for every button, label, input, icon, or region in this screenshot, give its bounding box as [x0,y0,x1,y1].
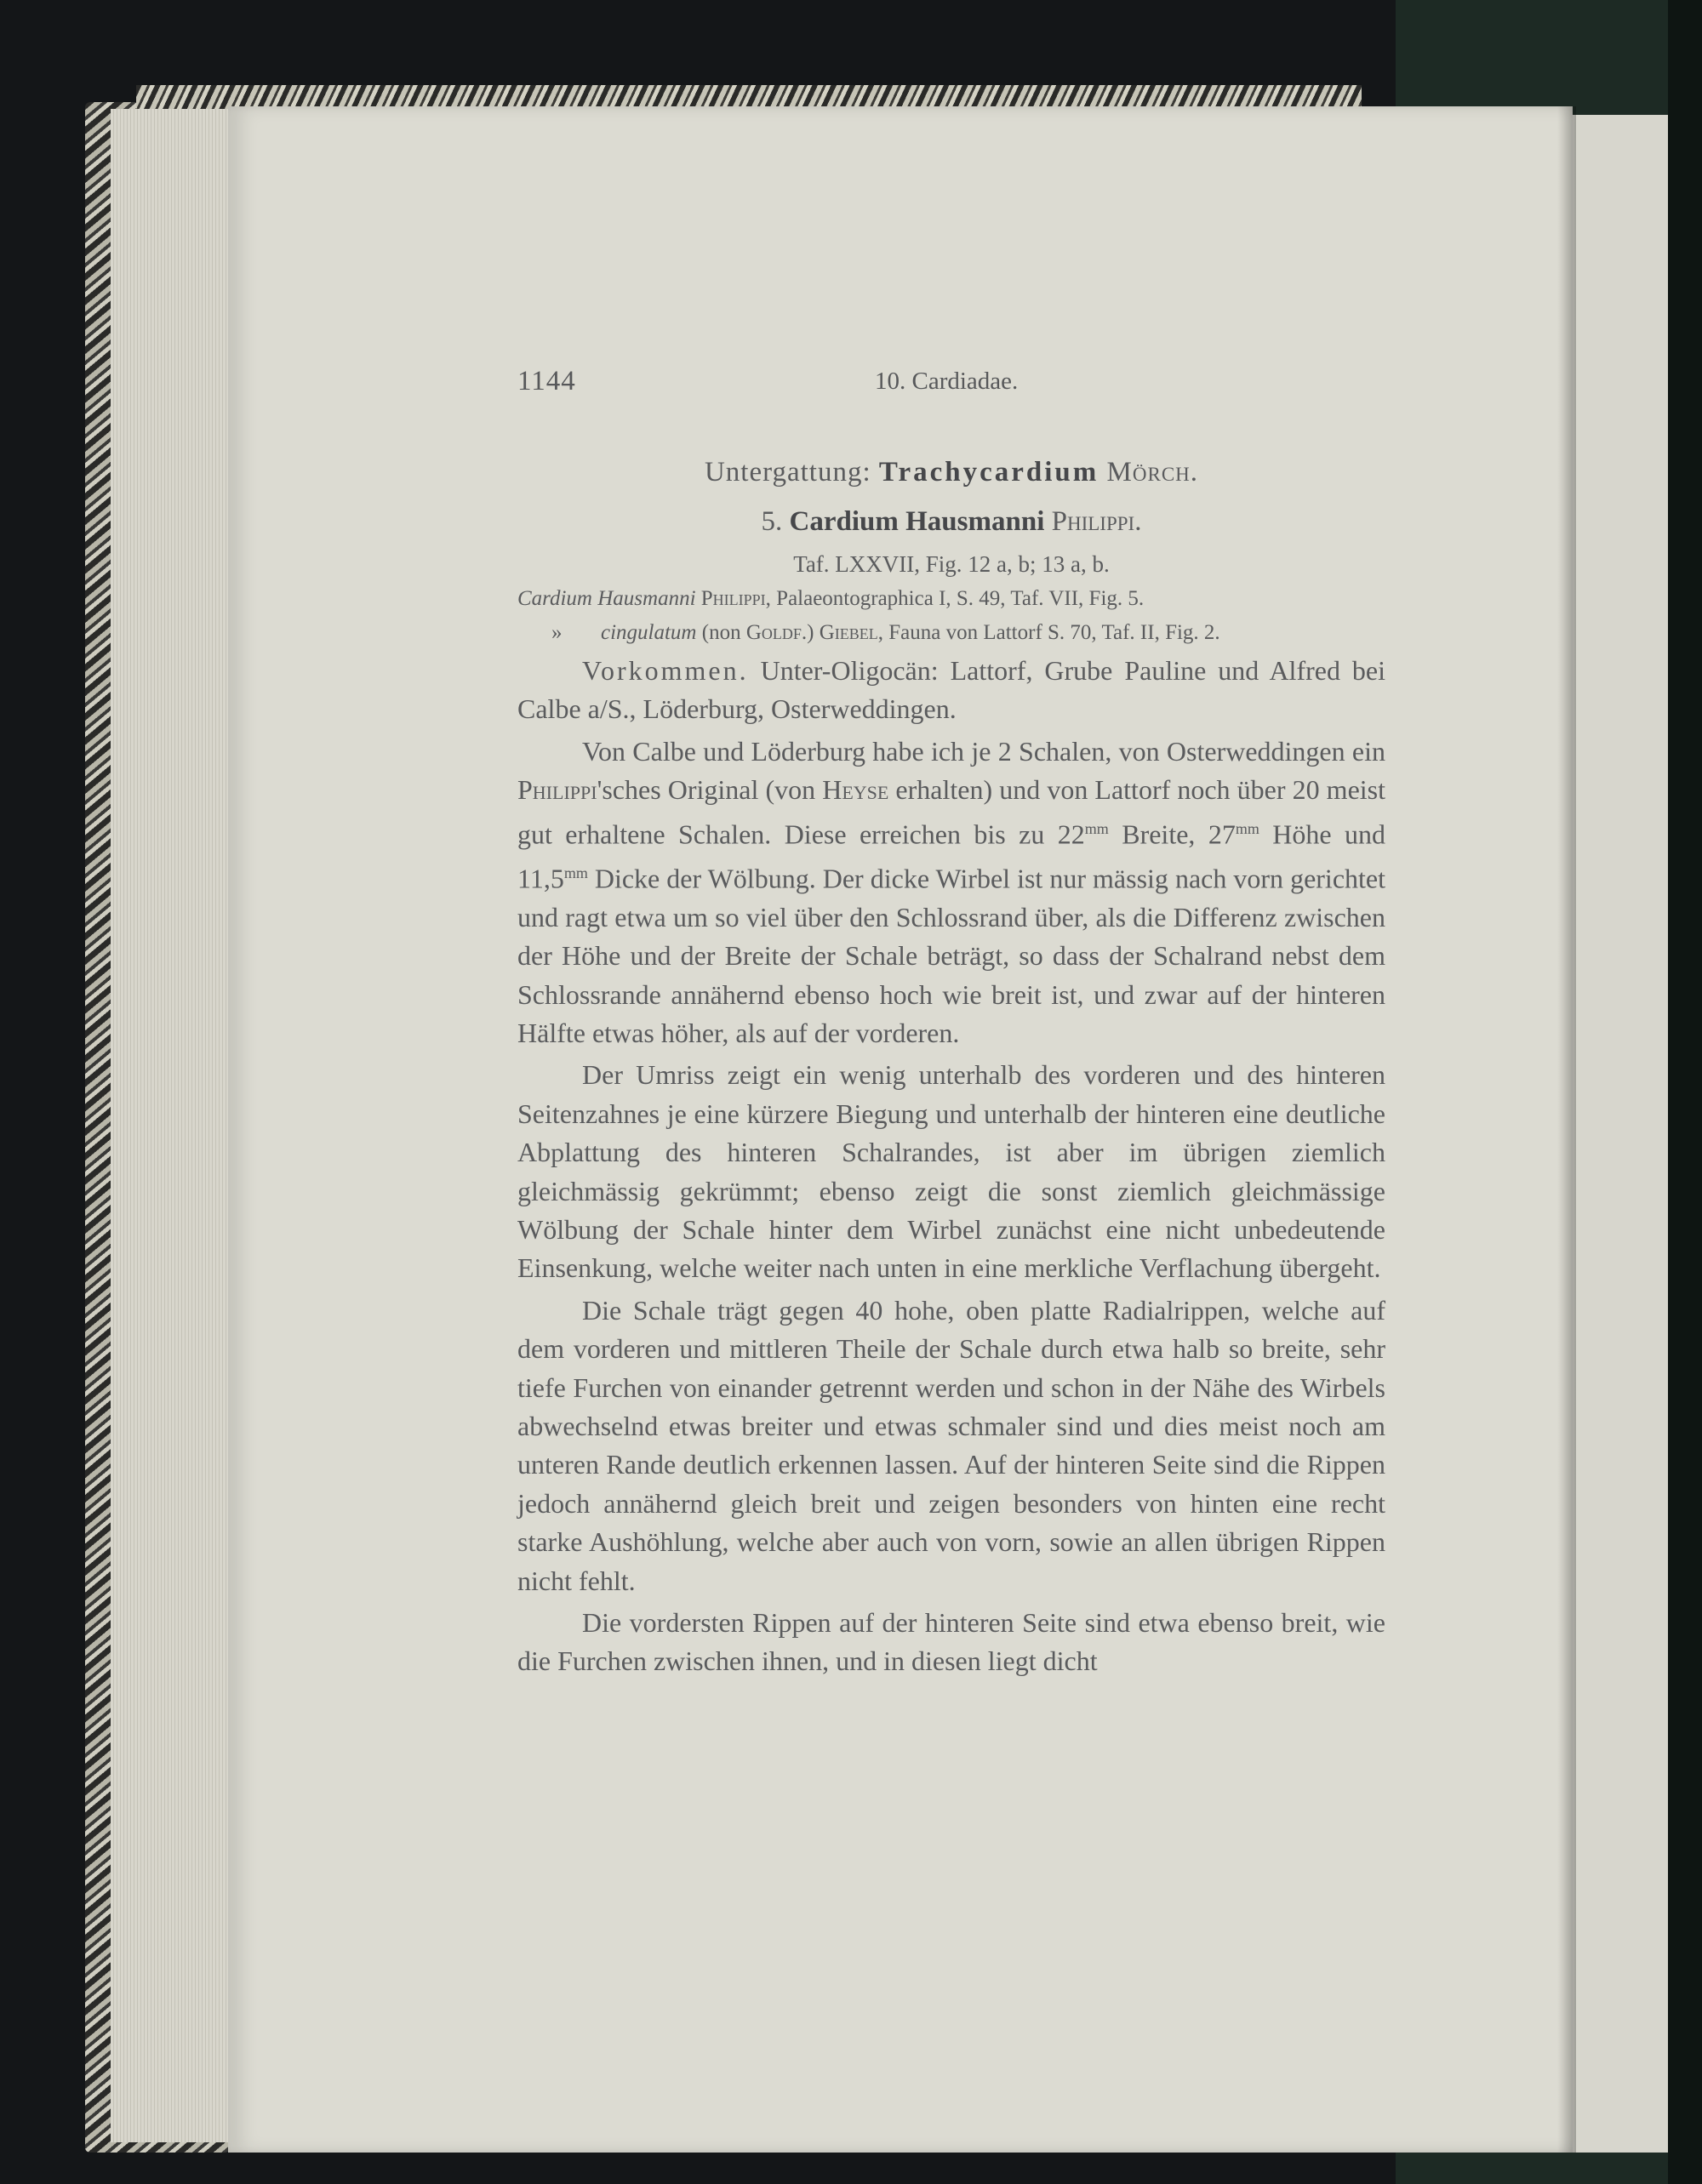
text-run: Von Calbe und Löderburg habe ich je 2 Schalen, von Osterweddingen ein [582,735,1385,767]
text-run: 'sches Original (von [597,774,823,806]
page-gutter-shadow [1557,106,1576,2153]
synonym-name: Cardium Hausmanni [517,587,696,610]
species-heading [517,500,1385,543]
synonym-line [517,616,1385,650]
synonym-line [517,582,1385,616]
author-name: Heyse [822,774,889,806]
subgenus-name: Trachycardium [878,457,1099,488]
page-stack-edges [111,109,238,2142]
synonym-author: Goldf. [745,621,808,644]
text-run: Höhe und 11,5 [517,818,1386,894]
species-name: Cardium Hausmanni [789,506,1045,537]
species-author: Philippi. [1051,506,1142,537]
synonym-author: Philippi [700,587,766,610]
synonym-name: cingulatum [601,621,697,644]
occurrence-text: Unter-Oligocän: Lattorf, Grube Pauline und Alfred bei Calbe a/S., Löderburg, Osterweddingen. [517,655,1385,725]
subgenus-prefix: Untergattung: [704,457,871,488]
text-run: Dicke der Wölbung. Der dicke Wirbel ist nur mässig nach vorn gerichtet und ragt etwa um so viel über den Schlossrand über, als die Differenz zwischen der Höhe und der Breite der Schale beträgt, so dass der Schalrand nebst dem Schlossrande annähernd ebenso hoch wie breit ist, und zwar auf der hinteren Hälfte etwas höher, als auf der vorderen. [517,863,1385,1048]
unit-mm: mm [563,864,588,881]
synonym-note: ) [807,621,820,644]
synonym-citation: , Fauna von Lattorf S. 70, Taf. II, Fig. 2. [877,621,1220,644]
occurrence-label: Vorkommen. [582,655,749,686]
synonym-author: Giebel [819,621,878,644]
subgenus-heading [517,451,1385,493]
page-number: 1144 [517,366,576,396]
background-right-edge [1668,0,1702,2184]
plate-reference: Taf. LXXVII, Fig. 12 a, b; 13 a, b. [793,551,1110,577]
occurrence-paragraph [517,652,1385,729]
running-head [517,366,1385,403]
subgenus-author: Mörch. [1106,457,1199,488]
facing-page-edge [1566,115,1668,2153]
body-paragraph: Die Schale trägt gegen 40 hohe, oben platte Radialrippen, welche auf dem vorderen und mittleren Theile der Schale durch etwa halb so breite, sehr tiefe Furchen von einander getrennt werden und schon in der Nähe des Wirbels abwechselnd etwas breiter und etwas schmaler sind und dies meist noch am unteren Rande deutlich erkennen lassen. Auf der hinteren Seite sind die Rippen jedoch annähernd gleich breit und zeigen besonders von hinten eine recht starke Aushöhlung, welche aber auch von vorn, sowie an allen übrigen Rippen nicht fehlt. [517,1294,1385,1596]
unit-mm: mm [1235,819,1259,837]
body-paragraph: Die vordersten Rippen auf der hinteren Seite sind etwa ebenso breit, wie die Furchen zwischen ihnen, und in diesen liegt dicht [517,1607,1385,1677]
body-paragraph: Der Umriss zeigt ein wenig unterhalb des vorderen und des hinteren Seitenzahnes je eine kürzere Biegung und unterhalb der hinteren eine deutliche Abplattung des hinteren Schalrandes, ist aber im übrigen ziemlich gleichmässig gekrümmt; ebenso zeigt die sonst ziemlich gleichmässige Wölbung der Schale hinter dem Wirbel zunächst eine nicht unbedeutende Einsenkung, welche weiter nach unten in eine merkliche Verflachung übergeht. [517,1059,1385,1284]
unit-mm: mm [1084,819,1109,837]
text-run: Breite, 27 [1108,818,1236,850]
text-run: erhalten) und von Lattorf noch über 20 meist gut erhaltene Schalen. Diese erreichen bis zu 22 [517,774,1386,850]
page-content [517,451,1385,1685]
synonym-note: (non [696,621,746,644]
author-name: Philippi [517,774,597,806]
chapter-heading: 10. Cardiadae. [875,368,1019,395]
body-paragraph [517,733,1385,1053]
synonym-citation: , Palaeontographica I, S. 49, Taf. VII, Fig. 5. [765,587,1145,610]
ditto-mark: » [551,621,563,644]
species-number: 5. [761,506,783,537]
